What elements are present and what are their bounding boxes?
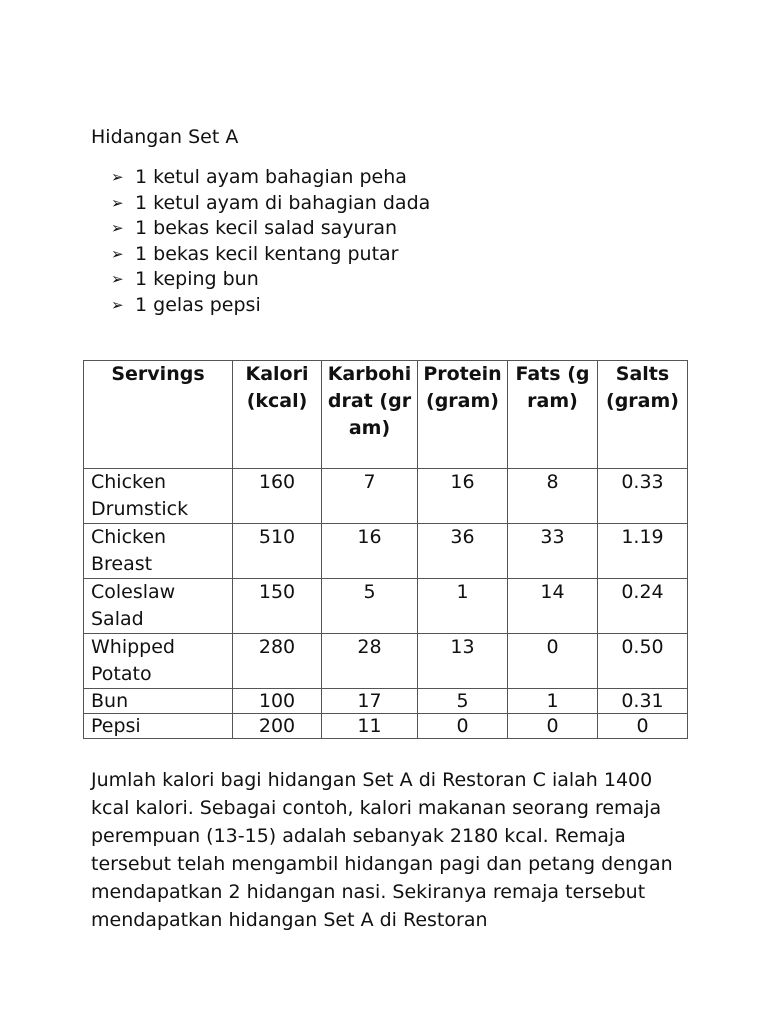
table-row [84, 689, 688, 714]
cell-protein: 13 [418, 634, 508, 689]
list-item [111, 191, 430, 217]
table-header-row [84, 361, 688, 469]
cell-fats: 0 [508, 714, 598, 739]
cell-protein: 36 [418, 524, 508, 579]
header-kalori: Kalori (kcal) [233, 361, 322, 469]
cell-kalori: 510 [233, 524, 322, 579]
header-servings: Servings [84, 361, 233, 469]
cell-protein: 1 [418, 579, 508, 634]
cell-serving: Pepsi [84, 714, 233, 739]
cell-serving: Chicken Drumstick [84, 469, 233, 524]
arrow-bullet-icon: ➢ [111, 244, 124, 263]
cell-karbohidrat: 17 [322, 689, 418, 714]
cell-serving: Bun [84, 689, 233, 714]
cell-protein: 0 [418, 714, 508, 739]
cell-salts: 1.19 [598, 524, 688, 579]
menu-item-text: 1 bekas kecil kentang putar [135, 242, 399, 265]
table-row [84, 714, 688, 739]
nutrition-table [83, 360, 688, 739]
cell-salts: 0.24 [598, 579, 688, 634]
cell-kalori: 100 [233, 689, 322, 714]
header-protein: Protein (gram) [418, 361, 508, 469]
cell-serving: Chicken Breast [84, 524, 233, 579]
arrow-bullet-icon: ➢ [111, 168, 124, 186]
cell-salts: 0.50 [598, 634, 688, 689]
cell-salts: 0.31 [598, 689, 688, 714]
table-row [84, 524, 688, 579]
list-item [111, 242, 430, 268]
cell-kalori: 150 [233, 579, 322, 634]
cell-serving: Coleslaw Salad [84, 579, 233, 634]
cell-salts: 0 [598, 714, 688, 739]
cell-karbohidrat: 5 [322, 579, 418, 634]
cell-kalori: 280 [233, 634, 322, 689]
cell-protein: 5 [418, 689, 508, 714]
menu-item-text: 1 ketul ayam di bahagian dada [135, 191, 431, 214]
list-item [111, 293, 430, 319]
list-item [111, 216, 430, 242]
cell-fats: 33 [508, 524, 598, 579]
header-karbohidrat: Karbohidrat (gram) [322, 361, 418, 469]
menu-list [111, 165, 430, 319]
arrow-bullet-icon: ➢ [111, 270, 124, 289]
cell-fats: 1 [508, 689, 598, 714]
menu-item-text: 1 bekas kecil salad sayuran [135, 217, 398, 240]
arrow-bullet-icon: ➢ [111, 193, 124, 212]
arrow-bullet-icon: ➢ [111, 219, 124, 238]
table-row [84, 634, 688, 689]
body-paragraph: Jumlah kalori bagi hidangan Set A di Restoran C ialah 1400 kcal kalori. Sebagai contoh, kalori makanan seorang remaja perempuan (13-15) adalah sebanyak 2180 kcal. Remaja tersebut telah mengambil hidangan pagi dan petang dengan mendapatkan 2 hidangan nasi. Sekiranya remaja tersebut mendapatkan hidangan Set A di Restoran [91, 769, 673, 931]
cell-fats: 14 [508, 579, 598, 634]
cell-karbohidrat: 28 [322, 634, 418, 689]
list-item [111, 267, 430, 293]
menu-item-text: 1 gelas pepsi [135, 293, 261, 316]
cell-salts: 0.33 [598, 469, 688, 524]
cell-karbohidrat: 11 [322, 714, 418, 739]
cell-fats: 0 [508, 634, 598, 689]
table-row [84, 579, 688, 634]
cell-serving: Whipped Potato [84, 634, 233, 689]
menu-item-text: 1 ketul ayam bahagian peha [135, 166, 407, 188]
cell-karbohidrat: 16 [322, 524, 418, 579]
page-title: Hidangan Set A [91, 126, 239, 148]
cell-karbohidrat: 7 [322, 469, 418, 524]
list-item [111, 165, 430, 191]
cell-kalori: 200 [233, 714, 322, 739]
cell-protein: 16 [418, 469, 508, 524]
cell-fats: 8 [508, 469, 598, 524]
header-salts: Salts (gram) [598, 361, 688, 469]
arrow-bullet-icon: ➢ [111, 295, 124, 314]
header-fats: Fats (gram) [508, 361, 598, 469]
table-row [84, 469, 688, 524]
menu-item-text: 1 keping bun [135, 268, 259, 291]
cell-kalori: 160 [233, 469, 322, 524]
